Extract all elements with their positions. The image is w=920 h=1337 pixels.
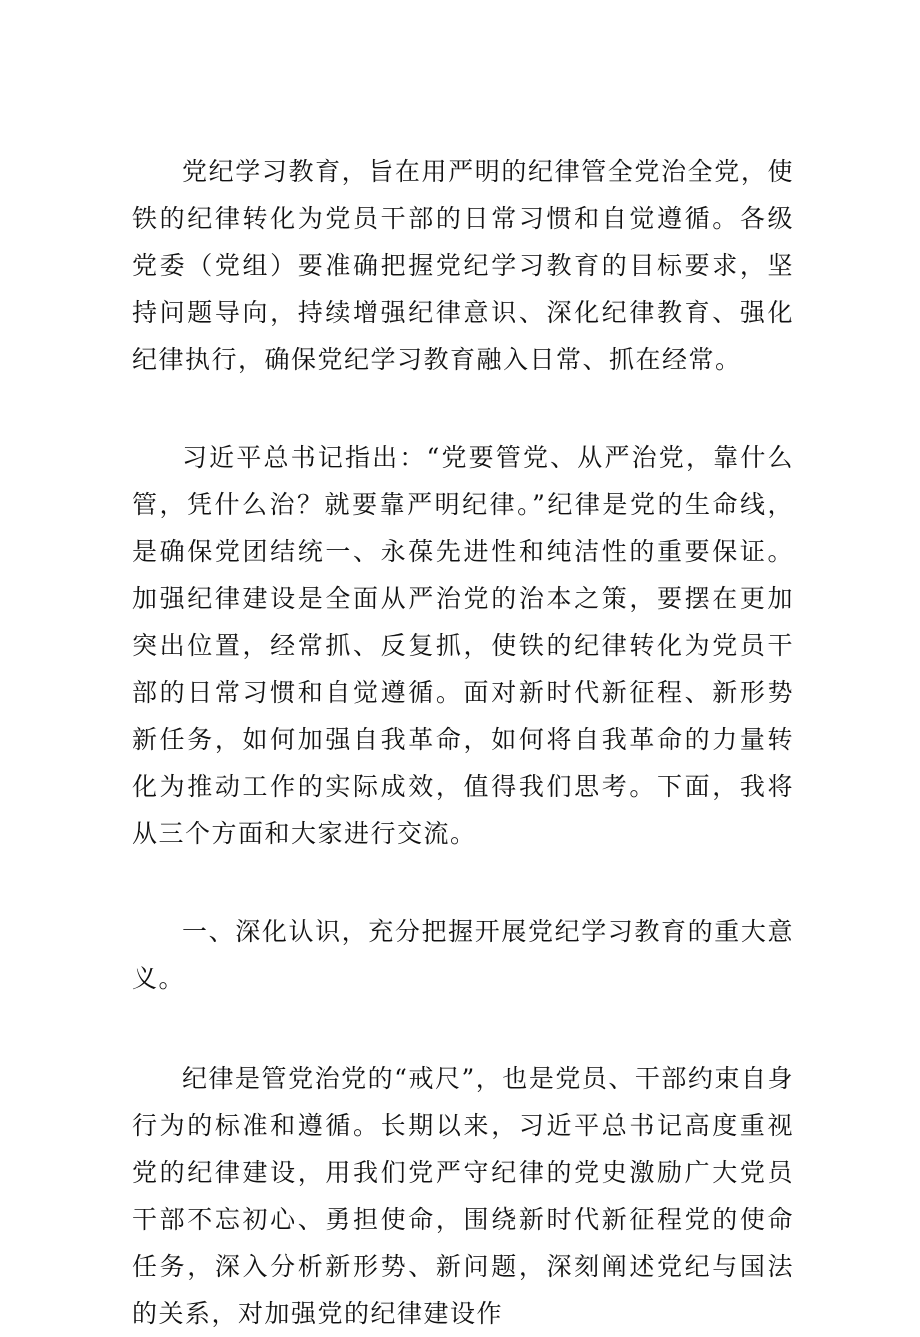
intro-paragraph: 党纪学习教育，旨在用严明的纪律管全党治全党，使铁的纪律转化为党员干部的日常习惯和自觉遵循。各级党委（党组）要准确把握党纪学习教育的目标要求，坚持问题导向，持续增强纪律意识、深化纪律教育、强化纪律执行，确保党纪学习教育融入日常、抓在经常。	[132, 157, 794, 374]
section-heading: 一、深化认识，充分把握开展党纪学习教育的重大意义。	[132, 917, 794, 993]
section-paragraph: 纪律是管党治党的“戒尺”，也是党员、干部约束自身行为的标准和遵循。长期以来，习近平总书记高度重视党的纪律建设，用我们党严守纪律的党史激励广大党员干部不忘初心、勇担使命，围绕新时代新征程党的使命任务，深入分析新形势、新问题，深刻阐述党纪与国法的关系，对加强党的纪律建设作	[132, 1064, 794, 1328]
document-body	[132, 148, 794, 1337]
quote-paragraph: 习近平总书记指出：“党要管党、从严治党，靠什么管，凭什么治？就要靠严明纪律。”纪律是党的生命线，是确保党团结统一、永葆先进性和纯洁性的重要保证。加强纪律建设是全面从严治党的治本之策，要摆在更加突出位置，经常抓、反复抓，使铁的纪律转化为党员干部的日常习惯和自觉遵循。面对新时代新征程、新形势新任务，如何加强自我革命，如何将自我革命的力量转化为推动工作的实际成效，值得我们思考。下面，我将从三个方面和大家进行交流。	[132, 443, 794, 848]
